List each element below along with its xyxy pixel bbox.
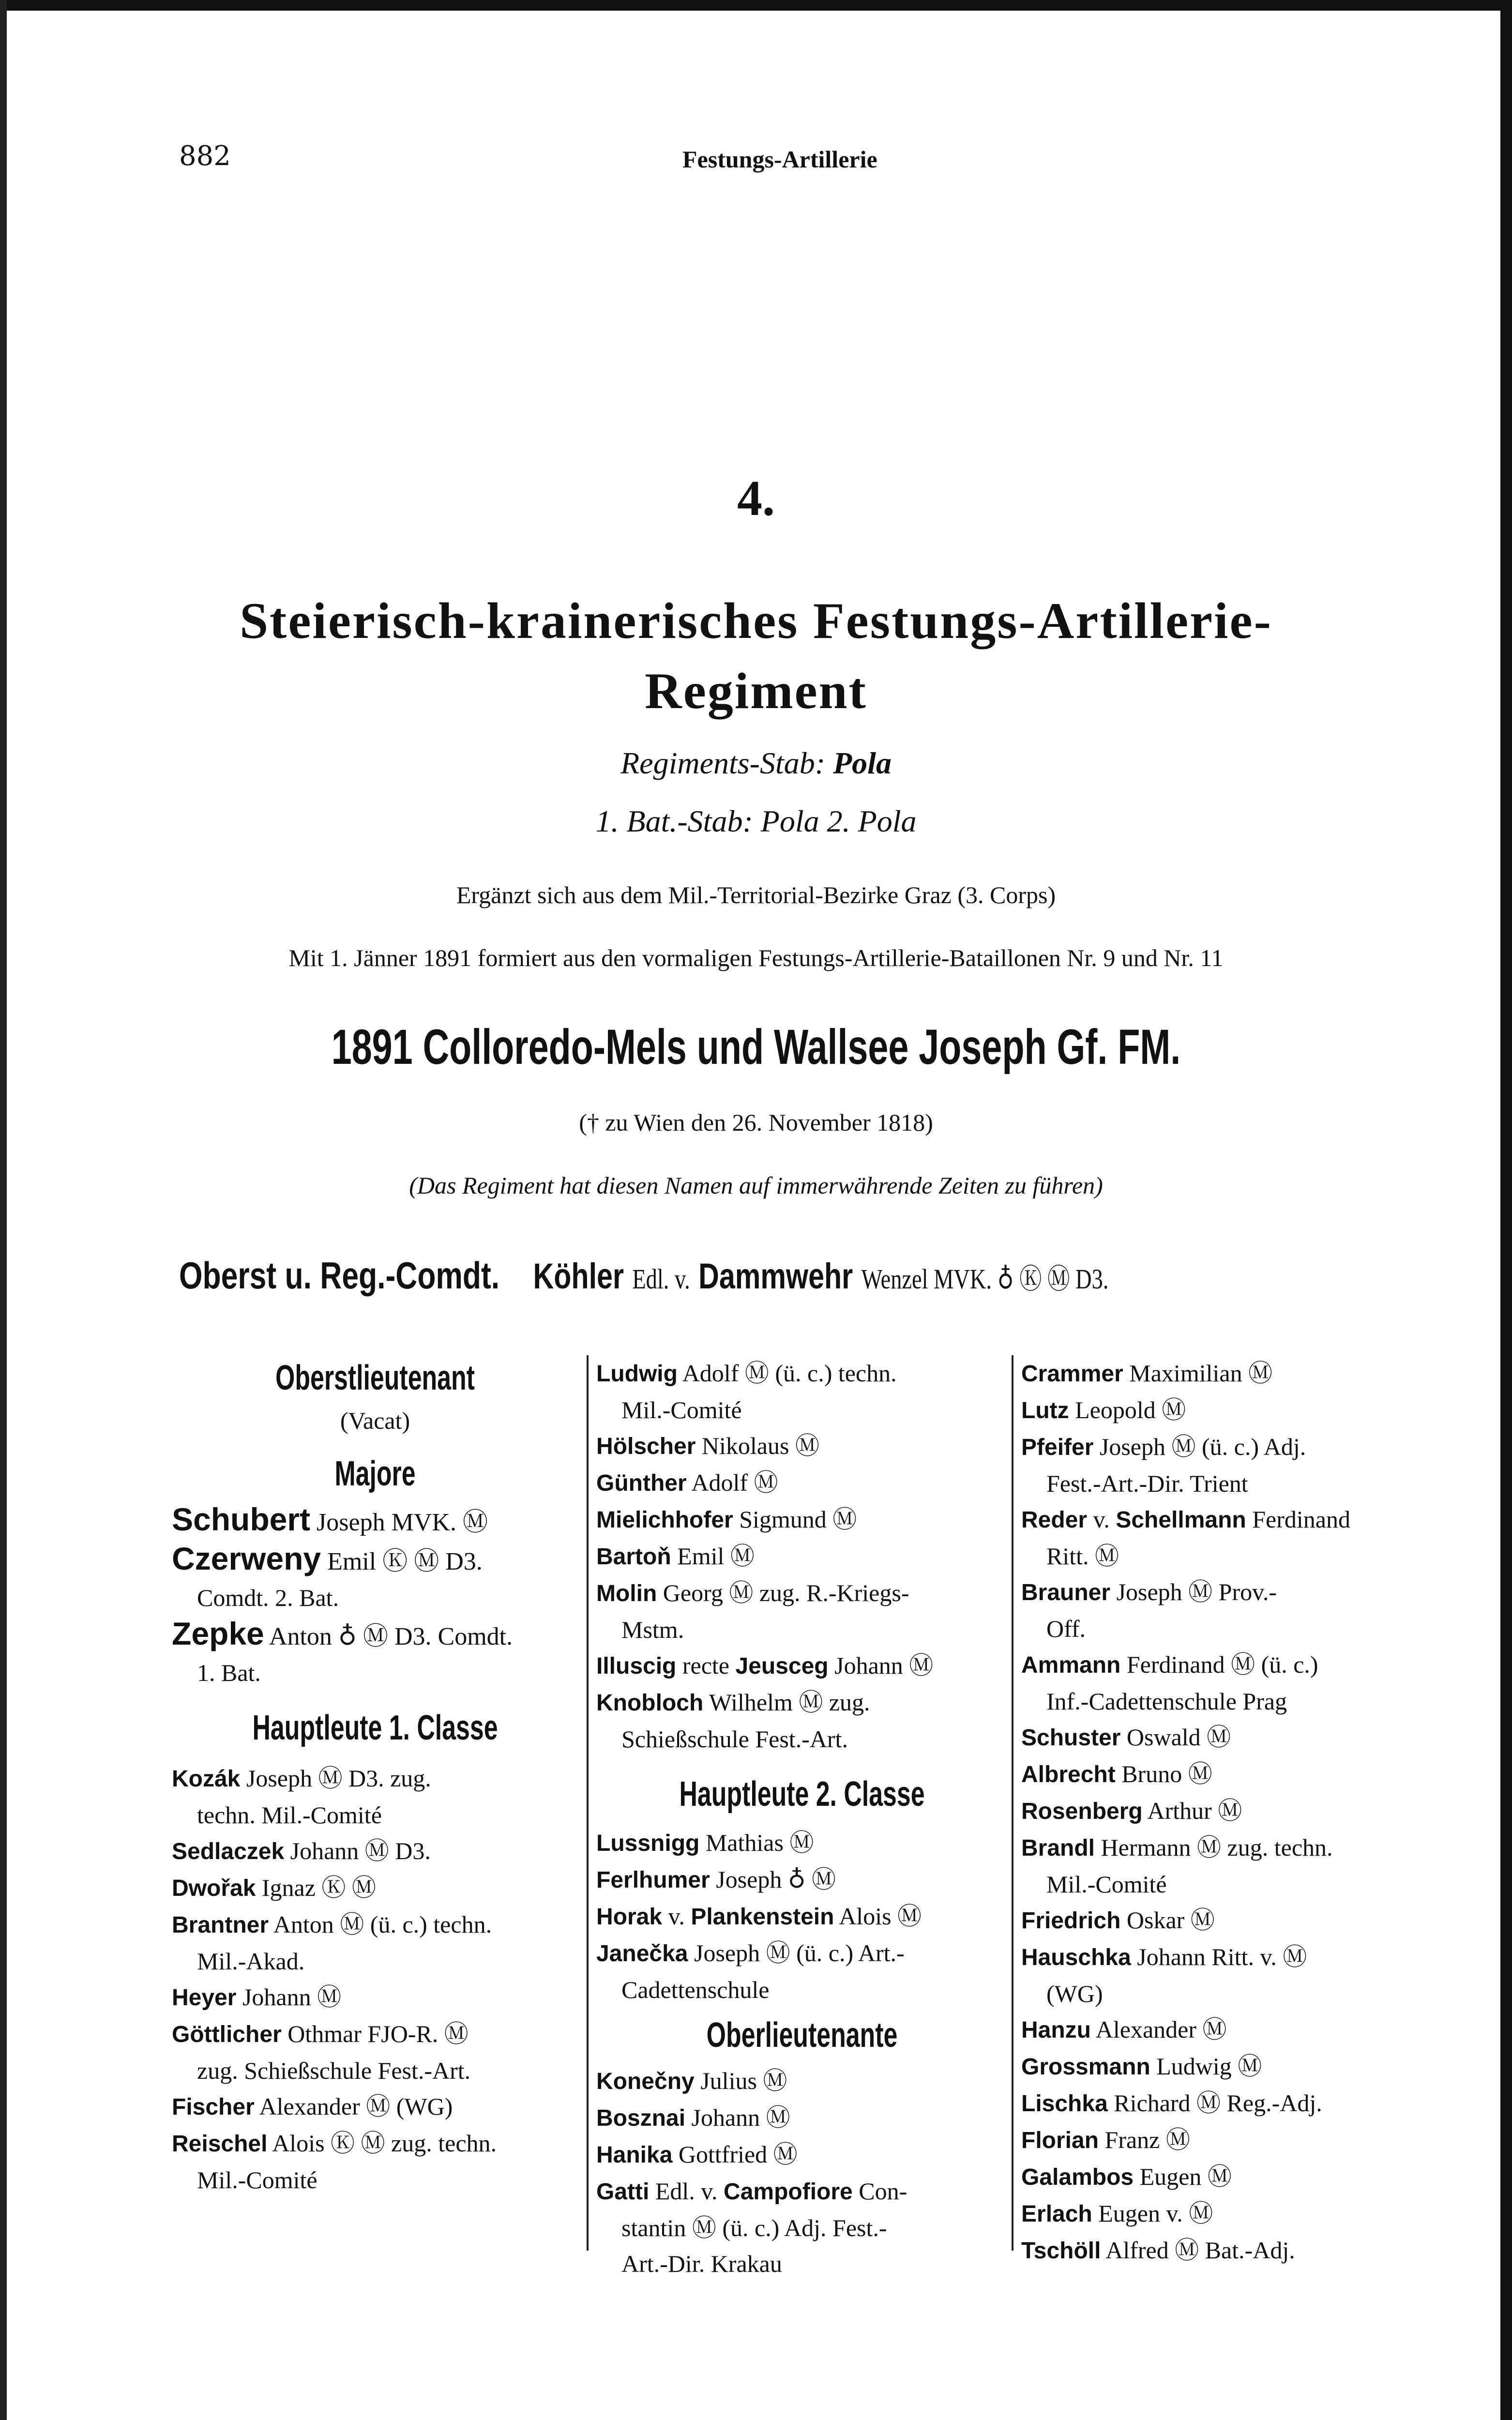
entry-details: Oswald Ⓜ [1126, 1724, 1231, 1751]
list-item [172, 1760, 578, 1797]
entry-surname: Illuscig [596, 1653, 677, 1679]
entry-details: Wilhelm Ⓜ zug. [709, 1689, 870, 1716]
list-item [596, 1648, 1008, 1684]
colonel-name: Dammwehr [698, 1256, 853, 1296]
owner-death-note: († zu Wien den 26. November 1818) [579, 1109, 933, 1136]
entry-continuation: zug. Schießschule Fest.-Art. [197, 2057, 471, 2084]
entry-surname: Bartoň [596, 1544, 671, 1570]
list-item [596, 2100, 1008, 2136]
entry-surname: Hauschka [1021, 1945, 1131, 1970]
list-item [1021, 1793, 1428, 1830]
entry-details: Emil Ⓚ Ⓜ D3. [327, 1548, 483, 1575]
entry-continuation: (WG) [1046, 1980, 1103, 2007]
entry-details: Con- [859, 2178, 907, 2205]
entry-surname: Göttlicher [172, 2022, 282, 2047]
regiments-stab-label: Regiments-Stab: [620, 746, 826, 780]
entry-surname-2: Campofiore [724, 2179, 853, 2205]
entry-details: Emil Ⓜ [677, 1543, 755, 1570]
entry-surname: Hanika [596, 2142, 673, 2168]
entry-surname: Florian [1021, 2128, 1099, 2153]
entry-details: Ludwig Ⓜ [1156, 2053, 1262, 2080]
entry-details: Georg Ⓜ zug. R.-Kriegs- [663, 1579, 909, 1606]
list-item [1021, 1756, 1428, 1793]
list-item [1021, 2012, 1428, 2048]
entry-surname: Bosznai [596, 2105, 686, 2131]
scan-edge-left [0, 0, 7, 2420]
entry-continuation: Comdt. 2. Bat. [197, 1584, 339, 1611]
entry-surname: Sedlaczek [172, 1839, 285, 1864]
entry-surname: Czerweny [172, 1541, 321, 1576]
scan-edge-right [1500, 0, 1512, 2420]
entry-continuation: Mil.-Comité [1046, 1871, 1167, 1898]
formation-line: Mit 1. Jänner 1891 formiert aus den vormaligen Festungs-Artillerie-Bataillonen Nr. 9 und Nr. 11 [288, 944, 1224, 971]
entry-surname: Reder [1021, 1507, 1088, 1533]
entry-details: Johann Ⓜ [691, 2104, 790, 2131]
entry-details: Ignaz Ⓚ Ⓜ [261, 1874, 376, 1901]
list-item [1021, 1830, 1428, 1866]
entry-surname: Konečny [596, 2069, 695, 2094]
entry-details: Ferdinand Ⓜ (ü. c.) [1126, 1651, 1318, 1678]
entry-particle: recte [682, 1652, 729, 1679]
vacat-note: (Vacat) [340, 1407, 410, 1434]
entry-surname: Janečka [596, 1941, 688, 1966]
name-note: (Das Regiment hat diesen Namen auf immerwährende Zeiten zu führen) [409, 1172, 1103, 1199]
list-item [1021, 1501, 1428, 1538]
entry-surname: Crammer [1021, 1361, 1123, 1387]
list-item [1021, 2048, 1428, 2085]
entry-surname-2: Schellmann [1116, 1507, 1246, 1533]
entry-continuation: Cadettenschule [621, 1976, 770, 2003]
entry-surname: Gatti [596, 2179, 650, 2205]
colonel-surname: Köhler [533, 1256, 624, 1296]
entry-details: Nikolaus Ⓜ [701, 1432, 819, 1459]
scan-edge-top [0, 0, 1512, 11]
list-item [1021, 1939, 1428, 1976]
column-divider-1 [587, 1355, 589, 2251]
entry-details: Alexander Ⓜ [1095, 2016, 1227, 2043]
entry-details: Alexander Ⓜ (WG) [259, 2093, 453, 2120]
list-item [596, 2173, 1008, 2210]
column-2 [596, 1355, 1008, 2282]
entry-surname: Günther [596, 1470, 687, 1496]
entry-continuation: Schießschule Fest.-Art. [621, 1725, 848, 1753]
entry-surname: Hölscher [596, 1434, 696, 1459]
list-item [172, 1833, 578, 1870]
colonel-entry [179, 1254, 1108, 1298]
heading-majore: Majore [334, 1454, 416, 1493]
entry-continuation: Mstm. [621, 1616, 684, 1643]
entry-details: Alois Ⓚ Ⓜ zug. techn. [272, 2130, 497, 2157]
entry-details: Maximilian Ⓜ [1129, 1360, 1273, 1387]
list-item [1021, 1392, 1428, 1429]
entry-surname: Brandl [1021, 1835, 1095, 1861]
entry-surname: Ludwig [596, 1361, 678, 1387]
list-item [172, 1979, 578, 2016]
entry-surname: Brantner [172, 1912, 269, 1938]
entry-surname: Grossmann [1021, 2054, 1150, 2080]
entry-details: Eugen Ⓜ [1139, 2163, 1232, 2190]
entry-surname: Knobloch [596, 1690, 704, 1716]
entry-continuation: Art.-Dir. Krakau [621, 2250, 782, 2277]
entry-details: Alfred Ⓜ Bat.-Adj. [1105, 2237, 1295, 2264]
entry-surname: Ammann [1021, 1652, 1121, 1678]
list-item [1021, 2195, 1428, 2232]
entry-surname: Hanzu [1021, 2017, 1091, 2043]
list-item [1021, 1574, 1428, 1611]
list-item [1021, 1355, 1428, 1392]
list-item [596, 2136, 1008, 2173]
entry-details: Joseph Ⓜ (ü. c.) Art.- [694, 1939, 905, 1966]
entry-surname: Dwořak [172, 1876, 256, 1901]
entry-surname: Schubert [172, 1501, 311, 1537]
list-item [596, 1538, 1008, 1575]
list-item [172, 1501, 578, 1541]
entry-continuation: stantin Ⓜ (ü. c.) Adj. Fest.- [621, 2214, 887, 2241]
title-line-1: Steierisch-krainerisches Festungs-Artillerie- [240, 592, 1272, 649]
entry-surname: Heyer [172, 1985, 237, 2011]
entry-continuation: Mil.-Comité [621, 1396, 742, 1423]
entry-surname: Mielichhofer [596, 1507, 733, 1533]
entry-details: Johann Ⓜ D3. [290, 1837, 431, 1864]
list-item [1021, 2159, 1428, 2195]
regiments-stab-place: Pola [833, 746, 892, 780]
list-item [1021, 1429, 1428, 1466]
list-item [172, 2088, 578, 2125]
entry-details: Julius Ⓜ [700, 2067, 787, 2094]
entry-surname: Galambos [1021, 2164, 1134, 2190]
list-item [1021, 1719, 1428, 1756]
list-item [596, 1355, 1008, 1392]
entry-details: Sigmund Ⓜ [739, 1506, 857, 1533]
colonel-particle: Edl. v. [632, 1263, 690, 1295]
entry-surname: Fischer [172, 2094, 255, 2120]
column-divider-2 [1012, 1355, 1013, 2251]
list-item [596, 1428, 1008, 1465]
entry-surname-2: Plankenstein [691, 1904, 834, 1930]
entry-details: Leopold Ⓜ [1075, 1396, 1186, 1423]
entry-details: Ferdinand [1252, 1506, 1350, 1533]
list-item [596, 2063, 1008, 2100]
list-item [596, 1935, 1008, 1972]
list-item [1021, 2122, 1428, 2159]
entry-details: Arthur Ⓜ [1147, 1797, 1242, 1824]
entry-continuation: Mil.-Akad. [197, 1948, 305, 1975]
entry-details: Oskar Ⓜ [1126, 1906, 1215, 1934]
entry-continuation: Inf.-Cadettenschule Prag [1046, 1688, 1287, 1715]
entry-details: Othmar FJO-R. Ⓜ [287, 2020, 469, 2047]
entry-details: Adolf Ⓜ [691, 1469, 778, 1496]
colonel-details: Wenzel MVK. ♁ Ⓚ Ⓜ D3. [861, 1263, 1109, 1295]
entry-surname: Zepke [172, 1616, 264, 1651]
column-3 [1021, 1355, 1428, 2269]
heading-hauptleute-2: Hauptleute 2. Classe [679, 1775, 925, 1814]
entry-continuation: Off. [1046, 1615, 1086, 1642]
list-item [1021, 2232, 1428, 2269]
list-item [172, 1870, 578, 1906]
list-item [596, 1825, 1008, 1861]
entry-details: Joseph MVK. Ⓜ [317, 1509, 488, 1536]
list-item [172, 1541, 578, 1580]
entry-surname: Erlach [1021, 2201, 1092, 2227]
entry-continuation: Ritt. Ⓜ [1046, 1543, 1119, 1570]
entry-continuation: 1. Bat. [197, 1659, 261, 1686]
heading-oberstlieutenant: Oberstlieutenant [275, 1359, 475, 1397]
entry-details: Joseph Ⓜ Prov.- [1116, 1578, 1277, 1605]
title-line-2: Regiment [645, 663, 867, 719]
entry-details: Mathias Ⓜ [705, 1829, 814, 1856]
column-1 [172, 1355, 578, 2198]
entry-details: Joseph Ⓜ D3. zug. [246, 1765, 431, 1792]
list-item [1021, 1902, 1428, 1939]
entry-details: Bruno Ⓜ [1121, 1760, 1212, 1787]
heading-oberlieutenante: Oberlieutenante [706, 2016, 898, 2055]
entry-continuation: Mil.-Comité [197, 2166, 318, 2193]
list-item [172, 2016, 578, 2053]
list-item [172, 2125, 578, 2162]
entry-particle: v. [1093, 1506, 1110, 1533]
entry-surname: Brauner [1021, 1580, 1111, 1605]
entry-continuation: techn. Mil.-Comité [197, 1801, 382, 1829]
entry-surname: Molin [596, 1581, 657, 1606]
regiment-owner: 1891 Colloredo-Mels und Wallsee Joseph Gf. FM. [331, 1019, 1181, 1074]
entry-details: Richard Ⓜ Reg.-Adj. [1114, 2089, 1322, 2117]
entry-details: Johann Ⓜ [834, 1652, 934, 1679]
entry-surname: Horak [596, 1904, 663, 1930]
entry-surname: Albrecht [1021, 1762, 1116, 1787]
list-item [172, 1906, 578, 1943]
ergaenzung-line: Ergänzt sich aus dem Mil.-Territorial-Bezirke Graz (3. Corps) [456, 881, 1056, 908]
entry-details: Alois Ⓜ [839, 1903, 922, 1930]
entry-surname-2: Jeusceg [735, 1653, 829, 1679]
entry-details: Johann Ritt. v. Ⓜ [1137, 1943, 1307, 1970]
list-item [596, 1684, 1008, 1721]
colonel-rank: Oberst u. Reg.-Comdt. [179, 1254, 500, 1297]
regiment-number: 4. [737, 470, 775, 526]
entry-details: Anton ♁ Ⓜ D3. Comdt. [269, 1623, 513, 1650]
regiments-stab [0, 745, 1512, 781]
entry-particle: v. [668, 1903, 685, 1930]
heading-hauptleute-1: Hauptleute 1. Classe [252, 1709, 498, 1747]
list-item [596, 1575, 1008, 1612]
list-item [596, 1465, 1008, 1501]
entry-surname: Rosenberg [1021, 1799, 1143, 1824]
running-head: Festungs-Artillerie [682, 146, 877, 173]
entry-surname: Pfeifer [1021, 1435, 1094, 1460]
entry-continuation: Fest.-Art.-Dir. Trient [1046, 1470, 1248, 1497]
entry-details: Gottfried Ⓜ [678, 2141, 798, 2168]
entry-particle: Edl. v. [655, 2178, 718, 2205]
entry-surname: Lutz [1021, 1398, 1069, 1423]
list-item [1021, 1647, 1428, 1683]
list-item [172, 1616, 578, 1655]
entry-details: Franz Ⓜ [1104, 2126, 1190, 2153]
entry-surname: Lischka [1021, 2091, 1108, 2117]
entry-surname: Schuster [1021, 1725, 1121, 1751]
list-item [596, 1501, 1008, 1538]
list-item [596, 1898, 1008, 1935]
entry-details: Adolf Ⓜ (ü. c.) techn. [682, 1360, 897, 1387]
entry-details: Johann Ⓜ [242, 1983, 342, 2011]
entry-details: Joseph ♁ Ⓜ [716, 1866, 836, 1893]
entry-details: Joseph Ⓜ (ü. c.) Adj. [1099, 1433, 1306, 1460]
page-number: 882 [179, 140, 231, 172]
regiment-title [0, 586, 1512, 726]
entry-details: Anton Ⓜ (ü. c.) techn. [273, 1911, 492, 1938]
entry-surname: Ferlhumer [596, 1867, 710, 1893]
entry-surname: Reischel [172, 2131, 268, 2157]
entry-surname: Lussnigg [596, 1830, 700, 1856]
entry-details: Eugen v. Ⓜ [1098, 2200, 1213, 2227]
entry-surname: Tschöll [1021, 2238, 1101, 2264]
entry-surname: Kozák [172, 1766, 241, 1792]
list-item [596, 1861, 1008, 1898]
entry-details: Hermann Ⓜ zug. techn. [1101, 1834, 1333, 1861]
list-item [1021, 2085, 1428, 2122]
entry-surname: Friedrich [1021, 1908, 1121, 1934]
battalion-stab: 1. Bat.-Stab: Pola 2. Pola [595, 804, 917, 838]
